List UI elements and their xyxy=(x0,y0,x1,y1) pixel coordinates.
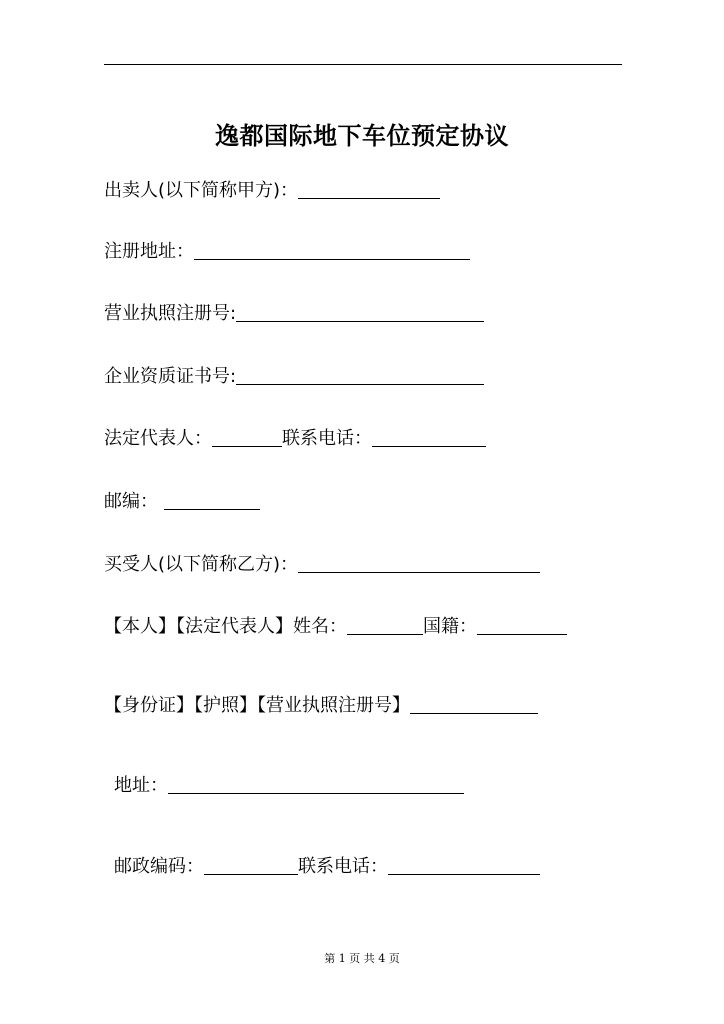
zip-label: 邮政编码： xyxy=(114,856,204,877)
nationality-blank[interactable] xyxy=(477,616,567,635)
qualification-label: 企业资质证书号: xyxy=(104,366,237,387)
buyer-name-blank[interactable] xyxy=(347,616,423,635)
address-label: 地址： xyxy=(114,775,168,796)
header-rule xyxy=(104,64,622,65)
seller-row xyxy=(104,179,440,203)
qualification-row xyxy=(104,365,484,389)
postcode-blank[interactable] xyxy=(164,491,260,510)
biz-license-label: 营业执照注册号: xyxy=(104,303,237,324)
address-blank[interactable] xyxy=(168,775,464,794)
seller-blank[interactable] xyxy=(298,180,440,199)
legal-rep-blank[interactable] xyxy=(212,428,282,447)
legal-rep-label: 法定代表人： xyxy=(104,428,212,449)
contact-phone-2-label: 联系电话： xyxy=(298,856,388,877)
document-title: 逸都国际地下车位预定协议 xyxy=(215,122,509,150)
contact-phone-blank[interactable] xyxy=(372,428,486,447)
zip-blank[interactable] xyxy=(204,856,298,875)
address-row xyxy=(114,774,464,798)
page-footer: 第 1 页 共 4 页 xyxy=(324,952,400,965)
buyer-blank[interactable] xyxy=(298,554,540,573)
buyer-row xyxy=(104,553,540,577)
legal-rep-row xyxy=(104,427,486,451)
id-type-row xyxy=(104,694,538,718)
biz-license-blank[interactable] xyxy=(236,303,484,322)
nationality-label: 国籍： xyxy=(423,616,477,637)
biz-license-row xyxy=(104,302,484,326)
id-type-label: 【身份证】【护照】【营业执照注册号】 xyxy=(104,695,410,716)
postcode-row xyxy=(104,490,260,514)
buyer-type-label: 【本人】【法定代表人】姓名： xyxy=(104,616,347,637)
buyer-type-row xyxy=(104,615,567,639)
seller-label: 出卖人(以下简称甲方)： xyxy=(104,180,299,201)
contact-phone-label: 联系电话： xyxy=(282,428,372,449)
reg-address-row xyxy=(104,240,470,264)
postcode-label: 邮编： xyxy=(104,491,158,512)
contact-phone-2-blank[interactable] xyxy=(388,856,540,875)
reg-address-label: 注册地址： xyxy=(104,241,194,262)
qualification-blank[interactable] xyxy=(236,366,484,385)
buyer-label: 买受人(以下简称乙方)： xyxy=(104,554,299,575)
id-number-blank[interactable] xyxy=(410,695,538,714)
reg-address-blank[interactable] xyxy=(194,241,470,260)
zip-row xyxy=(114,855,540,879)
